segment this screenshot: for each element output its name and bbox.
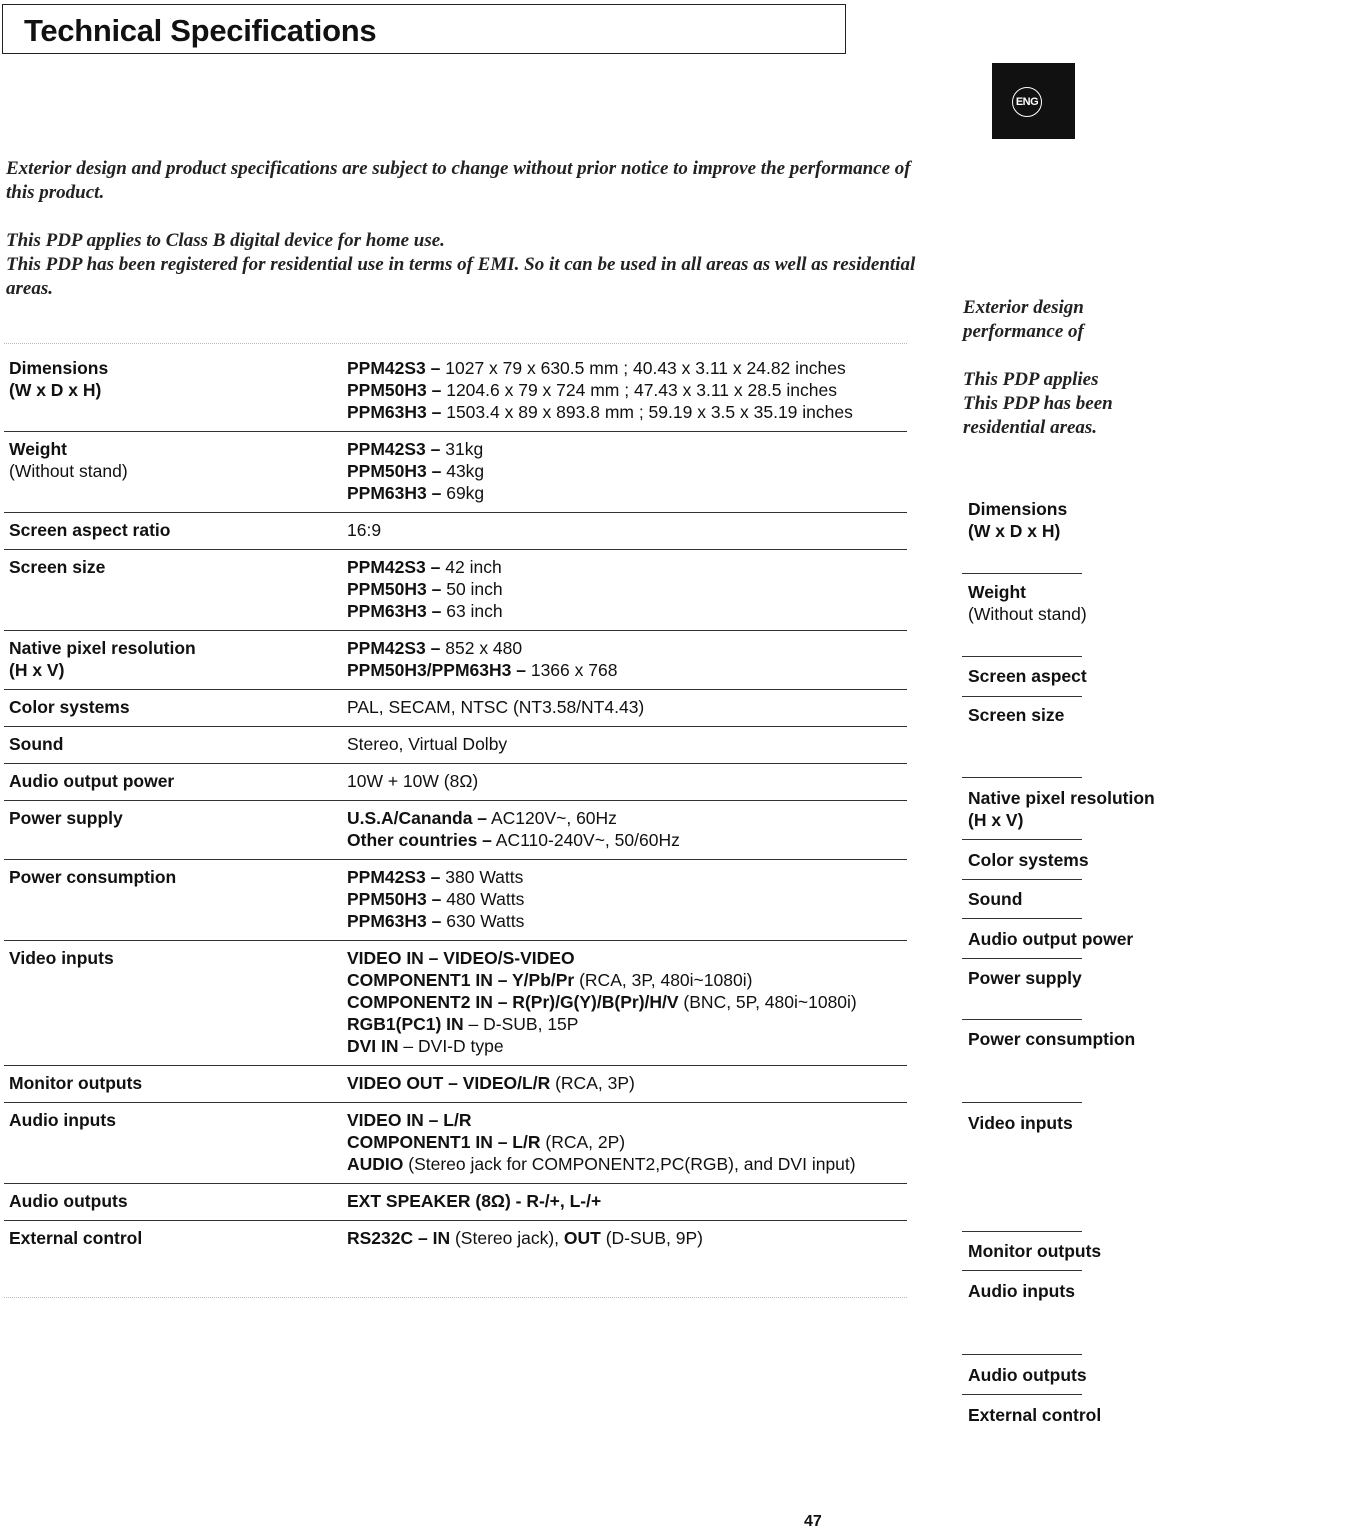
- spec-label-text: Dimensions: [9, 358, 109, 378]
- side-label: External control: [968, 1405, 1102, 1425]
- intro-class-b-line2: This PDP has been registered for residential use in terms of EMI. So it can be used in all areas as well as residential areas.: [6, 254, 916, 299]
- spec-value: [347, 807, 907, 851]
- side-label: (Without stand): [968, 604, 1087, 624]
- spec-value-line: VIDEO OUT – VIDEO/L/R (RCA, 3P): [347, 1073, 635, 1093]
- side-label: Native pixel resolution: [968, 788, 1155, 808]
- spec-value-line: RGB1(PC1) IN – D-SUB, 15P: [347, 1014, 579, 1034]
- spec-label-text: Power consumption: [9, 867, 177, 887]
- spec-table: [4, 351, 907, 1257]
- spec-value: [347, 1190, 907, 1212]
- spec-value: [347, 519, 907, 541]
- spec-value: [347, 1109, 907, 1175]
- side-rule: [962, 879, 1082, 880]
- side-rule: [962, 918, 1082, 919]
- spec-label-text: Audio inputs: [9, 1110, 116, 1130]
- spec-value: [347, 1072, 907, 1094]
- side-rule: [962, 958, 1082, 959]
- spec-value-line: 10W + 10W (8Ω): [347, 771, 479, 791]
- spec-row: [4, 432, 907, 513]
- side-rule: [962, 1394, 1082, 1395]
- side-rule: [962, 777, 1082, 778]
- spec-label-text: Color systems: [9, 697, 130, 717]
- intro-notice: Exterior design and product specifications are subject to change without prior notice to improve the performance of this product.: [6, 158, 911, 203]
- intro-class-b: [6, 229, 921, 301]
- spec-value: [347, 733, 907, 755]
- spec-label: [4, 807, 347, 851]
- spec-value: [347, 947, 907, 1057]
- spec-row: [4, 764, 907, 801]
- spec-row: [4, 1066, 907, 1103]
- side-rule: [962, 1231, 1082, 1232]
- spec-value-line: Other countries – AC110-240V~, 50/60Hz: [347, 830, 680, 850]
- spec-row: [4, 631, 907, 690]
- side-italic: This PDP applies: [963, 369, 1099, 390]
- spec-label: [4, 438, 347, 504]
- side-label: (W x D x H): [968, 521, 1061, 541]
- spec-value: [347, 696, 907, 718]
- side-rule: [962, 573, 1082, 574]
- spec-label-text: Native pixel resolution: [9, 638, 196, 658]
- spec-value-line: PPM50H3 – 480 Watts: [347, 889, 525, 909]
- spec-label: [4, 1227, 347, 1249]
- spec-value-line: PPM50H3 – 43kg: [347, 461, 485, 481]
- side-rule: [962, 696, 1082, 697]
- spec-value-line: RS232C – IN (Stereo jack), OUT (D-SUB, 9P): [347, 1228, 703, 1248]
- side-italic: Exterior design: [963, 297, 1084, 318]
- spec-value-line: COMPONENT2 IN – R(Pr)/G(Y)/B(Pr)/H/V (BNC, 5P, 480i~1080i): [347, 992, 857, 1012]
- spec-value-line: VIDEO IN – VIDEO/S-VIDEO: [347, 948, 575, 968]
- side-label: Weight: [968, 582, 1027, 602]
- top-dotted-rule: [4, 343, 907, 344]
- eng-badge-icon: ENG: [1012, 87, 1042, 117]
- spec-value-line: PPM42S3 – 852 x 480: [347, 638, 523, 658]
- spec-row: [4, 690, 907, 727]
- spec-label: [4, 696, 347, 718]
- side-italic: performance of: [963, 321, 1084, 342]
- intro-class-b-line1: This PDP applies to Class B digital device for home use.: [6, 230, 445, 251]
- spec-row: [4, 351, 907, 432]
- spec-value-line: VIDEO IN – L/R: [347, 1110, 472, 1130]
- spec-label-text: Sound: [9, 734, 64, 754]
- side-label: Audio inputs: [968, 1281, 1075, 1301]
- spec-label: [4, 866, 347, 932]
- spec-label: [4, 733, 347, 755]
- spec-value-line: EXT SPEAKER (8Ω) - R-/+, L-/+: [347, 1191, 602, 1211]
- spec-label: [4, 1109, 347, 1175]
- spec-label-text: External control: [9, 1228, 143, 1248]
- spec-label-text: Audio output power: [9, 771, 175, 791]
- adjacent-page-fragment: [960, 0, 1155, 1529]
- spec-label: [4, 556, 347, 622]
- spec-label-text: Video inputs: [9, 948, 114, 968]
- side-label: Dimensions: [968, 499, 1068, 519]
- side-label: Screen aspect: [968, 666, 1087, 686]
- spec-label: [4, 1190, 347, 1212]
- spec-label-text: Audio outputs: [9, 1191, 128, 1211]
- side-label: Power consumption: [968, 1029, 1136, 1049]
- spec-label: [4, 637, 347, 681]
- spec-label-sub: (W x D x H): [9, 380, 102, 400]
- spec-value-line: Stereo, Virtual Dolby: [347, 734, 508, 754]
- spec-value-line: PPM50H3 – 1204.6 x 79 x 724 mm ; 47.43 x 3.11 x 28.5 inches: [347, 380, 837, 400]
- spec-label: [4, 519, 347, 541]
- side-rule: [962, 839, 1082, 840]
- spec-row: [4, 860, 907, 941]
- spec-value: [347, 637, 907, 681]
- spec-value-line: PPM63H3 – 630 Watts: [347, 911, 525, 931]
- side-italic: This PDP has been: [963, 393, 1113, 414]
- side-label: (H x V): [968, 810, 1024, 830]
- spec-value: [347, 357, 907, 423]
- spec-label: [4, 1072, 347, 1094]
- spec-value-line: 16:9: [347, 520, 382, 540]
- spec-row: [4, 727, 907, 764]
- spec-value-line: PPM42S3 – 42 inch: [347, 557, 502, 577]
- spec-label: [4, 357, 347, 423]
- side-rule: [962, 1354, 1082, 1355]
- spec-value: [347, 556, 907, 622]
- side-label: Monitor outputs: [968, 1241, 1102, 1261]
- spec-value-line: PPM50H3 – 50 inch: [347, 579, 503, 599]
- spec-label-text: Power supply: [9, 808, 123, 828]
- side-italic: residential areas.: [963, 417, 1098, 438]
- side-label: Screen size: [968, 705, 1065, 725]
- spec-row: [4, 1221, 907, 1257]
- spec-value-line: DVI IN – DVI-D type: [347, 1036, 504, 1056]
- spec-value: [347, 1227, 907, 1249]
- spec-value-line: AUDIO (Stereo jack for COMPONENT2,PC(RGB), and DVI input): [347, 1154, 856, 1174]
- spec-row: [4, 1184, 907, 1221]
- spec-label-text: Screen size: [9, 557, 106, 577]
- spec-value-line: COMPONENT1 IN – Y/Pb/Pr (RCA, 3P, 480i~1080i): [347, 970, 753, 990]
- spec-value: [347, 770, 907, 792]
- title-box: [2, 4, 846, 54]
- spec-label-text: Monitor outputs: [9, 1073, 143, 1093]
- spec-value: [347, 438, 907, 504]
- spec-value-line: PPM63H3 – 1503.4 x 89 x 893.8 mm ; 59.19 x 3.5 x 35.19 inches: [347, 402, 853, 422]
- spec-value-line: PAL, SECAM, NTSC (NT3.58/NT4.43): [347, 697, 645, 717]
- side-label: Power supply: [968, 968, 1082, 988]
- page-number: 47: [804, 1513, 822, 1530]
- page-title: Technical Specifications: [24, 13, 377, 48]
- spec-row: [4, 550, 907, 631]
- spec-row: [4, 1103, 907, 1184]
- spec-row: [4, 513, 907, 550]
- side-rule: [962, 1102, 1082, 1103]
- side-rule: [962, 1019, 1082, 1020]
- spec-value: [347, 866, 907, 932]
- spec-value-line: PPM63H3 – 69kg: [347, 483, 485, 503]
- side-rule: [962, 656, 1082, 657]
- spec-value-line: U.S.A/Cananda – AC120V~, 60Hz: [347, 808, 617, 828]
- spec-value-line: PPM42S3 – 31kg: [347, 439, 484, 459]
- bottom-dotted-rule: [4, 1297, 907, 1298]
- spec-label-sub: (Without stand): [9, 461, 128, 481]
- side-label: Sound: [968, 889, 1023, 909]
- side-rule: [962, 1270, 1082, 1271]
- spec-value-line: PPM42S3 – 380 Watts: [347, 867, 524, 887]
- side-label: Color systems: [968, 850, 1089, 870]
- spec-label: [4, 770, 347, 792]
- spec-value-line: PPM42S3 – 1027 x 79 x 630.5 mm ; 40.43 x 3.11 x 24.82 inches: [347, 358, 846, 378]
- spec-label: [4, 947, 347, 1057]
- spec-label-text: Weight: [9, 439, 68, 459]
- spec-row: [4, 941, 907, 1066]
- side-label: Audio outputs: [968, 1365, 1087, 1385]
- spec-value-line: PPM50H3/PPM63H3 – 1366 x 768: [347, 660, 618, 680]
- side-label: Video inputs: [968, 1113, 1073, 1133]
- spec-label-text: Screen aspect ratio: [9, 520, 171, 540]
- spec-value-line: PPM63H3 – 63 inch: [347, 601, 503, 621]
- spec-label-sub: (H x V): [9, 660, 65, 680]
- spec-value-line: COMPONENT1 IN – L/R (RCA, 2P): [347, 1132, 626, 1152]
- side-label: Audio output power: [968, 929, 1134, 949]
- spec-row: [4, 801, 907, 860]
